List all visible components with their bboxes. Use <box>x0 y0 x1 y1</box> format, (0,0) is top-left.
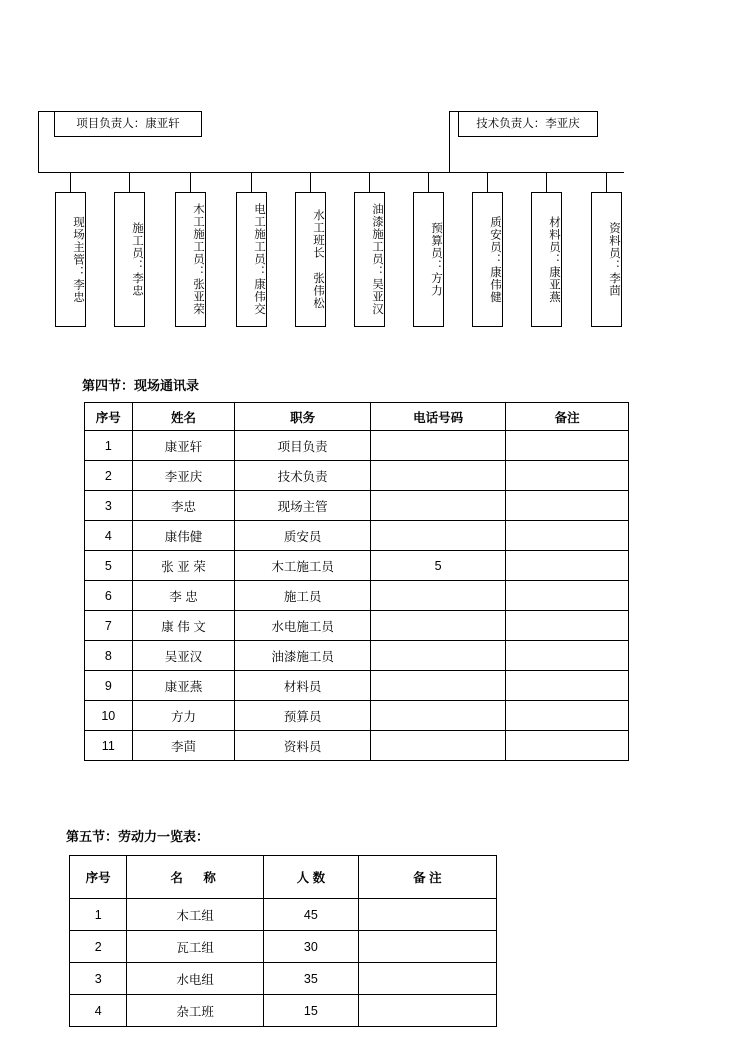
cell-remark <box>358 931 496 963</box>
org-leaf-label: 水工班长 张伟松 <box>312 209 324 310</box>
cell-phone <box>370 641 505 671</box>
cell-duty: 现场主管 <box>235 491 370 521</box>
org-leaf-box-site-supervisor <box>55 192 86 327</box>
cell-no: 9 <box>85 671 133 701</box>
cell-name: 方力 <box>132 701 235 731</box>
org-drop-1 <box>70 172 71 192</box>
org-leaf-label: 施工员：李忠 <box>131 222 143 297</box>
org-drop-5 <box>310 172 311 192</box>
column-header-phone: 电话号码 <box>370 403 505 431</box>
cell-duty: 技术负责 <box>235 461 370 491</box>
cell-name: 吴亚汉 <box>132 641 235 671</box>
cell-name: 李茴 <box>132 731 235 761</box>
table-header-row <box>70 856 497 899</box>
cell-remark <box>506 461 629 491</box>
org-leaf-label: 现场主管：李忠 <box>72 215 84 304</box>
labor-table <box>69 855 497 1027</box>
org-leaf-box-budget-officer <box>413 192 444 327</box>
section-heading-contacts: 第四节：现场通讯录 <box>82 378 200 393</box>
column-header-count: 人 数 <box>263 856 358 899</box>
cell-phone <box>370 701 505 731</box>
cell-name: 康 伟 文 <box>132 611 235 641</box>
cell-group: 木工组 <box>127 899 264 931</box>
table-row <box>85 551 629 581</box>
cell-phone <box>370 491 505 521</box>
cell-name: 康伟健 <box>132 521 235 551</box>
org-chart <box>0 0 744 360</box>
org-leaf-box-carpentry-officer <box>175 192 206 327</box>
org-connector-left-top <box>38 111 55 112</box>
cell-no: 6 <box>85 581 133 611</box>
cell-remark <box>358 995 496 1027</box>
org-leaf-label: 质安员：康伟健 <box>489 215 501 304</box>
org-drop-4 <box>251 172 252 192</box>
table-row <box>85 521 629 551</box>
cell-remark <box>506 491 629 521</box>
cell-phone <box>370 731 505 761</box>
cell-name: 李 忠 <box>132 581 235 611</box>
cell-remark <box>506 611 629 641</box>
cell-name: 李忠 <box>132 491 235 521</box>
column-header-duty: 职务 <box>235 403 370 431</box>
org-drop-6 <box>369 172 370 192</box>
contacts-table <box>84 402 629 761</box>
cell-remark <box>358 963 496 995</box>
cell-duty: 木工施工员 <box>235 551 370 581</box>
table-row <box>70 931 497 963</box>
cell-remark <box>506 701 629 731</box>
cell-no: 10 <box>85 701 133 731</box>
cell-remark <box>506 431 629 461</box>
column-header-no: 序号 <box>85 403 133 431</box>
cell-duty: 材料员 <box>235 671 370 701</box>
cell-group: 杂工班 <box>127 995 264 1027</box>
cell-remark <box>506 581 629 611</box>
table-row <box>85 461 629 491</box>
org-leaf-box-painting-officer <box>354 192 385 327</box>
cell-no: 4 <box>70 995 127 1027</box>
cell-group: 水电组 <box>127 963 264 995</box>
cell-remark <box>506 671 629 701</box>
org-leaf-box-quality-safety-officer <box>472 192 503 327</box>
cell-no: 2 <box>85 461 133 491</box>
cell-remark <box>358 899 496 931</box>
table-row <box>85 671 629 701</box>
cell-name: 康亚燕 <box>132 671 235 701</box>
cell-no: 11 <box>85 731 133 761</box>
cell-count: 35 <box>263 963 358 995</box>
column-header-group-name: 名 称 <box>127 856 264 899</box>
cell-duty: 水电施工员 <box>235 611 370 641</box>
cell-duty: 施工员 <box>235 581 370 611</box>
org-leaf-box-material-officer <box>531 192 562 327</box>
cell-remark <box>506 551 629 581</box>
table-row <box>70 899 497 931</box>
cell-no: 7 <box>85 611 133 641</box>
table-row <box>85 491 629 521</box>
org-leaf-box-document-officer <box>591 192 622 327</box>
org-leaf-label: 油漆施工员：吴亚汉 <box>371 203 383 316</box>
table-row <box>85 431 629 461</box>
column-header-no: 序号 <box>70 856 127 899</box>
cell-duty: 油漆施工员 <box>235 641 370 671</box>
table-row <box>85 641 629 671</box>
org-drop-2 <box>129 172 130 192</box>
cell-phone <box>370 521 505 551</box>
org-drop-9 <box>546 172 547 192</box>
cell-phone <box>370 431 505 461</box>
table-row <box>85 611 629 641</box>
org-leaf-box-electrician-officer <box>236 192 267 327</box>
org-connector-right-vertical <box>449 111 450 172</box>
org-top-box-technical-leader <box>458 111 598 137</box>
org-drop-7 <box>428 172 429 192</box>
table-row <box>70 995 497 1027</box>
cell-duty: 预算员 <box>235 701 370 731</box>
org-drop-8 <box>487 172 488 192</box>
cell-no: 3 <box>70 963 127 995</box>
cell-name: 康亚轩 <box>132 431 235 461</box>
cell-no: 3 <box>85 491 133 521</box>
org-leaf-label: 木工施工员：张亚荣 <box>192 203 204 316</box>
cell-count: 15 <box>263 995 358 1027</box>
org-leaf-label: 材料员：康亚燕 <box>548 215 560 304</box>
table-row <box>85 731 629 761</box>
cell-duty: 项目负责 <box>235 431 370 461</box>
cell-no: 5 <box>85 551 133 581</box>
org-connector-left-vertical <box>38 111 39 172</box>
cell-remark <box>506 731 629 761</box>
org-drop-10 <box>606 172 607 192</box>
cell-count: 30 <box>263 931 358 963</box>
column-header-remark: 备 注 <box>358 856 496 899</box>
org-connector-right-top <box>449 111 459 112</box>
cell-phone <box>370 611 505 641</box>
cell-count: 45 <box>263 899 358 931</box>
cell-no: 1 <box>85 431 133 461</box>
cell-group: 瓦工组 <box>127 931 264 963</box>
cell-phone: 5 <box>370 551 505 581</box>
org-leaf-box-construction-officer <box>114 192 145 327</box>
cell-remark <box>506 521 629 551</box>
table-header-row <box>85 403 629 431</box>
org-leaf-label: 资料员：李茴 <box>608 222 620 297</box>
cell-phone <box>370 581 505 611</box>
cell-name: 李亚庆 <box>132 461 235 491</box>
cell-name: 张 亚 荣 <box>132 551 235 581</box>
org-leaf-box-plumbing-foreman <box>295 192 326 327</box>
org-drop-3 <box>190 172 191 192</box>
org-leaf-label: 预算员：方力 <box>430 222 442 297</box>
org-top-box-project-leader <box>54 111 202 137</box>
cell-duty: 质安员 <box>235 521 370 551</box>
cell-remark <box>506 641 629 671</box>
org-top-box-label: 项目负责人：康亚轩 <box>76 117 180 130</box>
cell-no: 4 <box>85 521 133 551</box>
cell-duty: 资料员 <box>235 731 370 761</box>
cell-phone <box>370 461 505 491</box>
org-leaf-label: 电工施工员：康伟交 <box>253 203 265 316</box>
org-connector-trunk <box>38 172 624 173</box>
org-top-box-label: 技术负责人：李亚庆 <box>476 117 580 130</box>
column-header-name: 姓名 <box>132 403 235 431</box>
cell-no: 8 <box>85 641 133 671</box>
table-row <box>85 701 629 731</box>
section-heading-labor: 第五节：劳动力一览表： <box>66 829 210 844</box>
cell-no: 1 <box>70 899 127 931</box>
table-row <box>85 581 629 611</box>
column-header-remark: 备注 <box>506 403 629 431</box>
table-row <box>70 963 497 995</box>
cell-phone <box>370 671 505 701</box>
cell-no: 2 <box>70 931 127 963</box>
